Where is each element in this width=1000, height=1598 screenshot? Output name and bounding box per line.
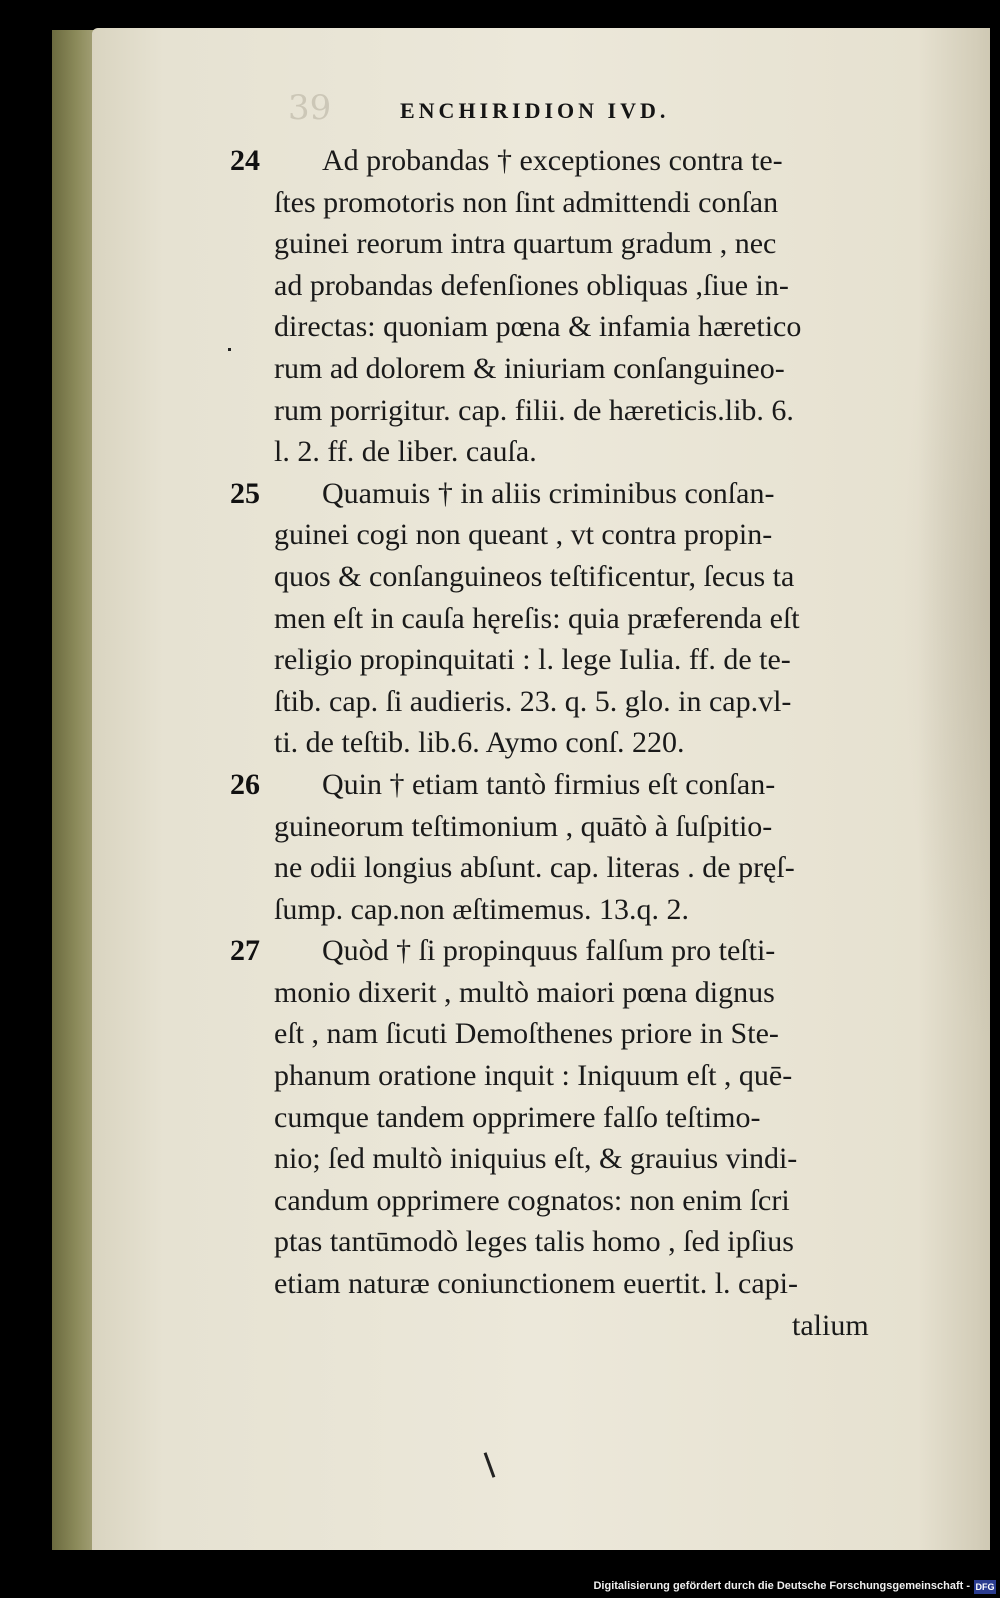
line-text: Quin † etiam tantò firmius eſt conſan- [322, 767, 776, 801]
line-text: directas: quoniam pœna & infamia hæretico [274, 310, 802, 344]
text-line [230, 348, 970, 390]
line-text: eſt , nam ſicuti Demoſthenes priore in Ste- [274, 1017, 779, 1051]
line-text: guineorum teſtimonium , quātò à ſuſpitio- [274, 809, 773, 843]
line-text: candum opprimere cognatos: non enim ſcri [274, 1183, 790, 1217]
line-text: ne odii longius abſunt. cap. literas . de pręſ- [274, 851, 795, 885]
line-text: ſtes promotoris non ſint admittendi conſan [274, 185, 779, 219]
text-line [230, 889, 970, 931]
line-text: ad probandas defenſiones obliquas ,ſiue in- [274, 268, 789, 302]
text-line [230, 306, 970, 348]
section-number: 25 [230, 476, 260, 510]
line-text: rum porrigitur. cap. filii. de hæreticis.lib. 6. [274, 393, 794, 427]
text-line [230, 140, 970, 182]
line-text: ſump. cap.non æſtimemus. 13.q. 2. [274, 892, 689, 926]
catchword-line [230, 1305, 970, 1347]
text-line [230, 972, 970, 1014]
text-line [230, 265, 970, 307]
footer-credit: Digitalisierung gefördert durch die Deutsche Forschungsgemeinschaft - [593, 1580, 970, 1592]
section-number: 27 [230, 934, 260, 968]
text-line [230, 182, 970, 224]
line-text: Ad probandas † exceptiones contra te- [322, 144, 783, 177]
text-line [230, 1180, 970, 1222]
section-number: 26 [230, 767, 260, 801]
catchword: talium [792, 1308, 869, 1342]
text-line [230, 1263, 970, 1305]
line-text: ſtib. cap. ſi audieris. 23. q. 5. glo. in cap.vl- [274, 684, 792, 718]
text-line [230, 722, 970, 764]
text-line [230, 514, 970, 556]
text-line [230, 847, 970, 889]
line-text: cumque tandem opprimere falſo teſtimo- [274, 1100, 761, 1134]
text-line [230, 764, 970, 806]
text-line [230, 390, 970, 432]
text-line [230, 930, 970, 972]
line-text: monio dixerit , multò maiori pœna dignus [274, 975, 775, 1009]
ghost-page-number: 39 [288, 88, 332, 128]
line-text: Quamuis † in aliis criminibus conſan- [322, 476, 775, 510]
line-text: men eſt in cauſa hęreſis: quia præferenda eſt [274, 601, 800, 635]
running-head: ENCHIRIDION IVD. [400, 98, 670, 123]
line-text: quos & conſanguineos teſtificentur, ſecus ta [274, 559, 795, 593]
text-line [230, 473, 970, 515]
dfg-logo: DFG [975, 1582, 995, 1592]
text-line [230, 1055, 970, 1097]
text-line [230, 431, 970, 473]
line-text: guinei cogi non queant , vt contra propin- [274, 518, 773, 552]
line-text: ti. de teſtib. lib.6. Aymo conſ. 220. [274, 726, 685, 760]
text-line [230, 1097, 970, 1139]
text-line [230, 598, 970, 640]
text-line [230, 1013, 970, 1055]
text-block [230, 140, 970, 1346]
ink-dot [228, 348, 231, 351]
line-text: guinei reorum intra quartum gradum , nec [274, 227, 777, 261]
line-text: Quòd † ſi propinquus falſum pro teſti- [322, 934, 776, 968]
line-text: phanum oratione inquit : Iniquum eſt , quē- [274, 1059, 793, 1093]
section-number: 24 [230, 144, 260, 177]
line-text: ptas tantūmodò leges talis homo , ſed ipſius [274, 1225, 794, 1259]
line-text: etiam naturæ coniunctionem euertit. l. capi- [274, 1267, 798, 1301]
text-line [230, 681, 970, 723]
text-line [230, 639, 970, 681]
line-text: l. 2. ff. de liber. cauſa. [274, 435, 537, 469]
line-text: religio propinquitati : l. lege Iulia. ff. de te- [274, 643, 791, 677]
text-line [230, 223, 970, 265]
text-line [230, 1138, 970, 1180]
text-line [230, 1221, 970, 1263]
line-text: nio; ſed multò iniquius eſt, & grauius vindi- [274, 1142, 798, 1176]
line-text: rum ad dolorem & iniuriam conſanguineo- [274, 351, 785, 385]
text-line [230, 806, 970, 848]
text-line [230, 556, 970, 598]
